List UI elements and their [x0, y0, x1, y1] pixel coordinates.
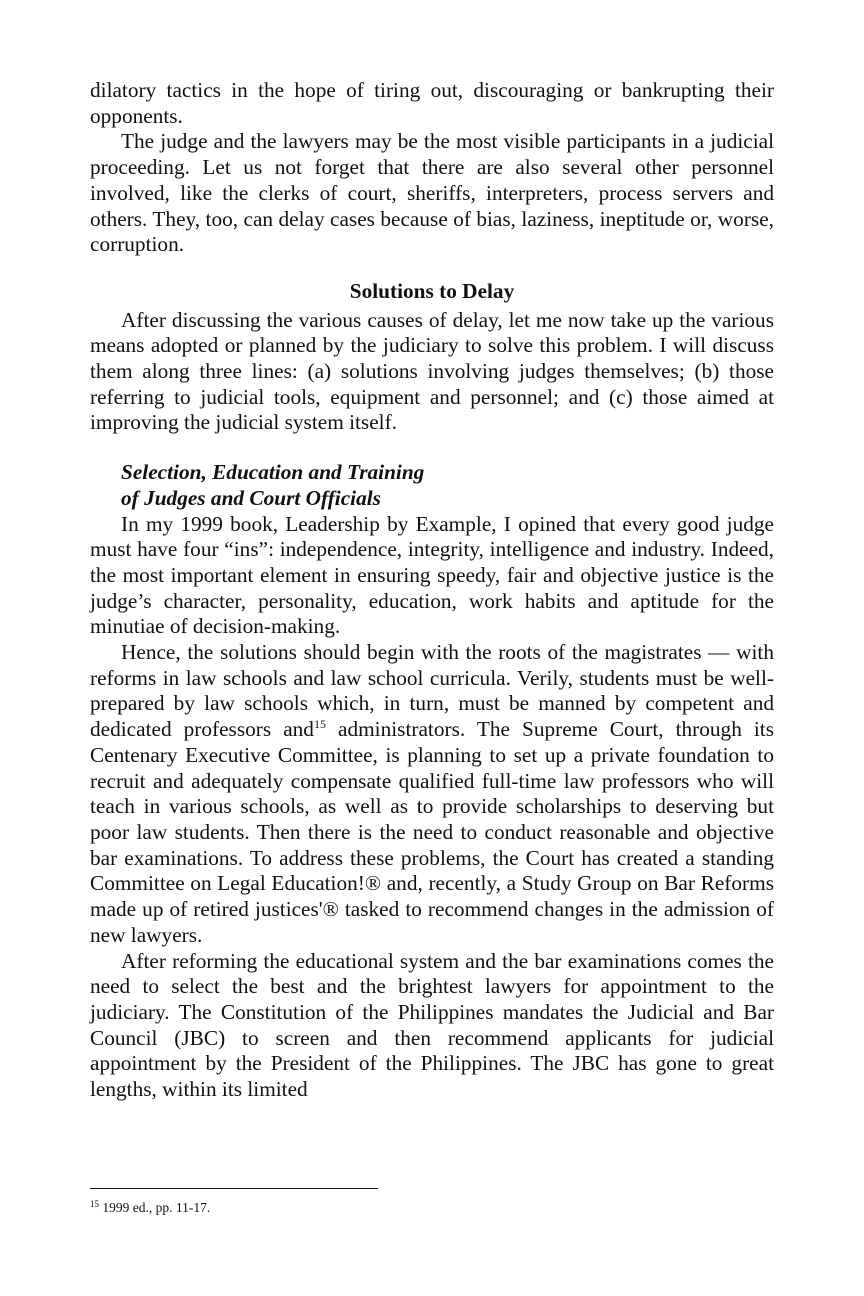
subsection-heading-selection: [121, 460, 774, 511]
paragraph-personnel: The judge and the lawyers may be the most visible participants in a judicial proceeding. Let us not forget that there are also several other personnel involved, like the clerks of court, sheriffs, interpreters, process servers and others. They, too, can delay cases because of bias, laziness, ineptitude or, worse, corruption.: [90, 129, 774, 257]
paragraph-hence-part-2: administrators. The Supreme Court, through its Centenary Executive Committee, is planning to set up a private foundation to recruit and adequately compensate qualified full-time law professors who will teach in various schools, as well as to provide scholarships to deserving but poor law students. Then there is the need to conduct reasonable and objective bar examinations. To address these problems, the Court has created a standing Committee on Legal Education!® and, recently, a Study Group on Bar Reforms made up of retired justices'® tasked to recommend changes in the admission of new lawyers.: [90, 717, 775, 947]
subheading-line-1: Selection, Education and Training: [121, 460, 425, 485]
footnote-text: 1999 ed., pp. 11-17.: [99, 1200, 211, 1215]
footnote-marker: 15: [90, 1199, 99, 1209]
footnote-reference[interactable]: 15: [313, 717, 326, 732]
paragraph-hence: [90, 640, 774, 948]
paragraph-hence-part-1: Hence, the solutions should begin with the roots of the magistrates — with reforms in law schools and law school curricula. Verily, students must be well-prepared by law schools which, in turn, must be manned by competent and dedicated professors and: [90, 640, 774, 742]
paragraph-four-ins: In my 1999 book, Leadership by Example, I opined that every good judge must have four “ins”: independence, integrity, intelligence and industry. Indeed, the most important element in ensuring speedy, fair and objective justice is the judge’s character, personality, education, work habits and aptitude for the minutiae of decision-making.: [90, 511, 774, 639]
footnote: [90, 1199, 210, 1217]
paragraph-after-reforming: After reforming the educational system and the bar examinations comes the need to select the best and the brightest lawyers for appointment to the judiciary. The Constitution of the Philippines mandates the Judicial and Bar Council (JBC) to screen and then recommend applicants for judicial appointment by the President of the Philippines. The JBC has gone to great lengths, within its limited: [90, 948, 774, 1102]
subheading-line-2: of Judges and Court Officials: [121, 485, 381, 510]
footnote-divider: [90, 1188, 378, 1189]
paragraph-solutions-intro: After discussing the various causes of delay, let me now take up the various means adopted or planned by the judiciary to solve this problem. I will discuss them along three lines: (a) solutions involving judges themselves; (b) those referring to judicial tools, equipment and personnel; and (c) those aimed at improving the judicial system itself.: [90, 307, 774, 435]
page-body: [90, 78, 774, 1103]
paragraph-continuation: dilatory tactics in the hope of tiring out, discouraging or bankrupting their opponents.: [90, 78, 774, 128]
section-heading-solutions: Solutions to Delay: [349, 278, 515, 303]
